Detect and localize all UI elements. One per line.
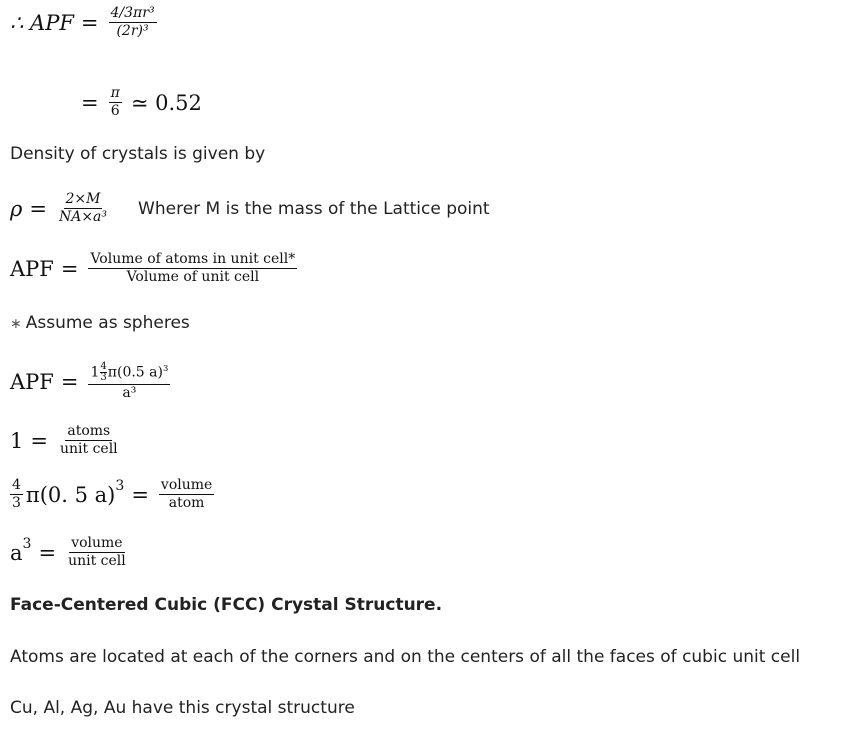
atoms-per-cell-fraction xyxy=(58,424,120,457)
apf-definition-lhs: APF xyxy=(10,256,54,281)
atoms-numerator: atoms xyxy=(67,423,111,439)
pi-over-six-fraction xyxy=(109,86,122,119)
apf-definition-numerator: Volume of atoms in unit cell* xyxy=(90,251,296,267)
apf-definition-equation xyxy=(10,252,300,285)
apf-calculation-denominator: a³ xyxy=(122,385,137,401)
density-intro-text: Density of crystals is given by xyxy=(10,144,266,164)
a-symbol: a xyxy=(10,540,23,565)
four-numerator: 4 xyxy=(12,477,21,493)
assume-spheres-text: Assume as spheres xyxy=(25,313,190,333)
cell-volume-equation: a $^3$ = $\frac{\text{volume}}{\text{unit cell}}$ xyxy=(10,535,126,569)
rho-symbol: ρ xyxy=(10,196,23,221)
equals-sign: = xyxy=(60,369,79,394)
numerator-tail: π(0.5 a) xyxy=(107,364,163,381)
fcc-heading: Face-Centered Cubic (FCC) Crystal Structure. xyxy=(10,595,443,615)
atom-volume-body: π(0. 5 a) xyxy=(25,482,116,507)
atom-denominator: atom xyxy=(168,495,205,511)
apf-ratio-equation xyxy=(10,6,160,39)
atoms-per-cell-equation xyxy=(10,424,123,457)
apf-calculation-lhs: APF xyxy=(10,369,54,394)
apf-ratio-fraction xyxy=(109,6,157,39)
apf-value-equation xyxy=(74,86,202,119)
equals-sign: = xyxy=(81,90,99,115)
volume-numerator: volume xyxy=(160,477,213,493)
three-denominator: 3 xyxy=(12,495,21,511)
atom-volume-equation: $\frac{4}{3}$ π(0. 5 a) $^3$ = $\frac{\text{volume}}{\text{atom}}$ xyxy=(12,477,213,511)
four-thirds-n: 4 xyxy=(100,361,107,372)
apf-ratio-denominator: (2r)³ xyxy=(116,23,149,39)
assume-spheres-note xyxy=(10,313,190,333)
equals-sign: = xyxy=(80,10,99,35)
apf-calculation-numerator xyxy=(88,362,170,385)
apf-definition-fraction xyxy=(88,252,297,285)
one-lhs: 1 xyxy=(10,428,24,453)
apf-ratio-numerator: 4/3πr³ xyxy=(110,5,155,21)
numerator-exponent: 3 xyxy=(162,362,169,373)
unit-cell-denominator: unit cell xyxy=(68,553,126,569)
volume-per-cell-fraction xyxy=(66,536,128,569)
apf-ratio-lhs: ∴ APF xyxy=(10,10,74,35)
equals-sign: = xyxy=(131,482,149,507)
equals-sign: = xyxy=(60,256,79,281)
volume-per-atom-fraction xyxy=(159,478,214,511)
apf-definition-denominator: Volume of unit cell xyxy=(126,269,260,285)
fcc-examples: Cu, Al, Ag, Au have this crystal structure xyxy=(10,698,355,718)
four-thirds-fraction xyxy=(100,362,106,383)
density-note: Wherer M is the mass of the Lattice point xyxy=(138,198,490,219)
numerator-lead: 1 xyxy=(90,364,100,381)
apf-calculation-equation xyxy=(10,362,173,401)
equals-sign: = xyxy=(30,428,48,453)
apf-approx-value: ≃ 0.52 xyxy=(130,90,202,115)
fcc-description: Atoms are located at each of the corners and on the centers of all the faces of cubic unit cell xyxy=(10,647,801,667)
volume-numerator: volume xyxy=(71,535,123,551)
density-fraction xyxy=(57,192,109,225)
pi-numerator: π xyxy=(110,85,120,101)
density-numerator: 2×M xyxy=(65,191,101,207)
equals-sign: = xyxy=(29,196,47,221)
density-equation xyxy=(10,192,490,225)
six-denominator: 6 xyxy=(110,103,120,119)
equals-sign: = xyxy=(38,540,57,565)
unit-cell-denominator: unit cell xyxy=(59,441,118,457)
four-thirds-d: 3 xyxy=(100,372,107,383)
four-thirds-fraction-large xyxy=(10,478,23,511)
density-denominator: NA×a³ xyxy=(58,209,108,225)
apf-calculation-fraction xyxy=(88,362,170,401)
asterisk-marker: ∗ xyxy=(10,316,22,332)
